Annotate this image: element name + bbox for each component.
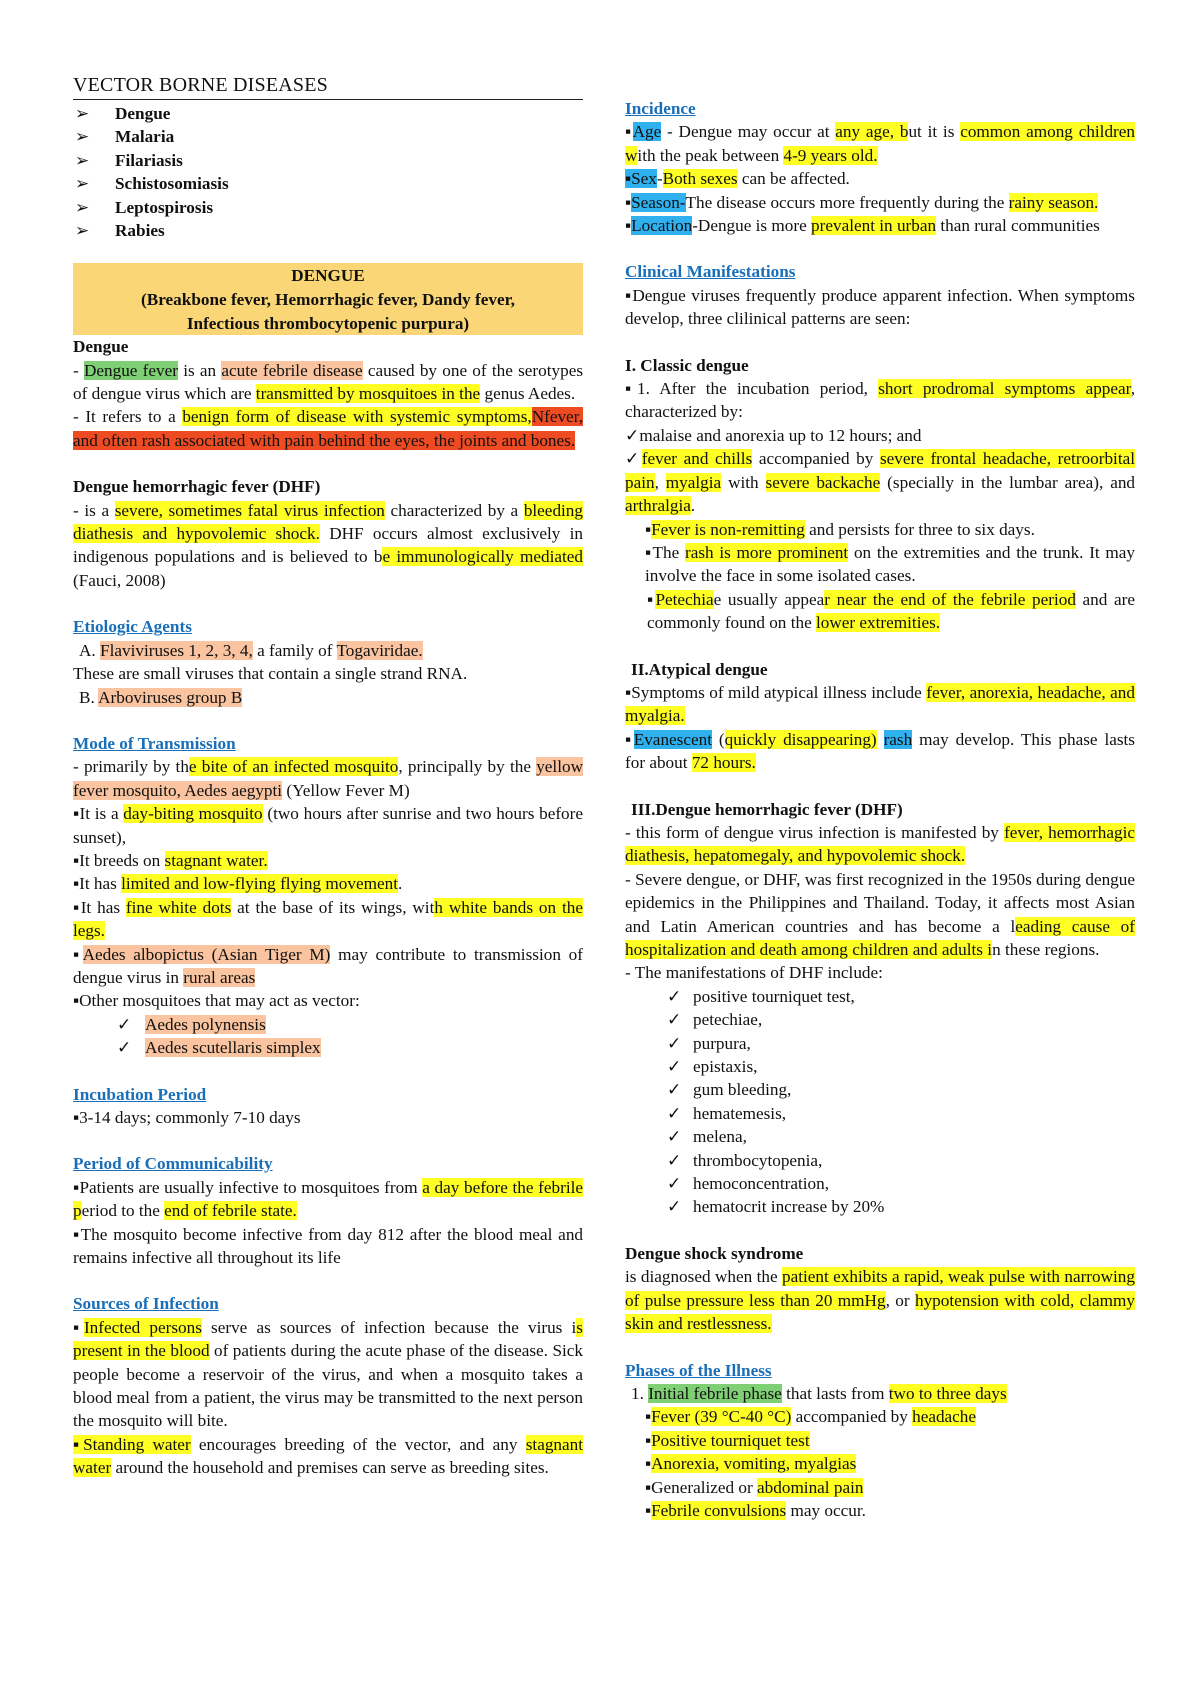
checkmark-icon: ✓ bbox=[625, 449, 642, 469]
checkmark-icon: ✓ bbox=[667, 1150, 682, 1170]
checkmark-icon: ✓ bbox=[667, 1197, 682, 1217]
classic-p1: ▪1. After the incubation period, short prodromal symptoms appear, characterized by: bbox=[625, 379, 1135, 422]
dengue-heading: Dengue bbox=[73, 337, 129, 357]
clinical-p1: ▪Dengue viruses frequently produce apparent infection. When symptoms develop, three clilinical patterns are seen: bbox=[625, 285, 1135, 329]
transmission-p1: - primarily by the bite of an infected mosquito, principally by the yellow fever mosquito, Aedes aegypti (Yellow Fever M) bbox=[73, 757, 583, 800]
list-item: ▪Febrile convulsions may occur. bbox=[645, 1500, 866, 1520]
list-item: ✓ petechiae, bbox=[625, 1008, 1135, 1031]
arrow-bullet-icon: ➢ bbox=[75, 127, 90, 147]
list-item: ✓ positive tourniquet test, bbox=[625, 985, 1135, 1008]
dengue-description: - It refers to a benign form of disease with systemic symptoms,Nfever, and often rash associated with pain behind the eyes, the joints and bones. bbox=[73, 407, 584, 450]
list-item: ▪Anorexia, vomiting, myalgias bbox=[645, 1454, 857, 1474]
classic-c1: ✓malaise and anorexia up to 12 hours; and bbox=[625, 425, 922, 445]
sources-p2: ▪Standing water encourages breeding of the vector, and any stagnant water around the household and premises can serve as breeding sites. bbox=[73, 1434, 584, 1478]
list-item: ✓ hemoconcentration, bbox=[625, 1172, 1135, 1195]
atypical-p1: ▪Symptoms of mild atypical illness include fever, anorexia, headache, and myalgia. bbox=[625, 682, 1135, 726]
list-item: ➢ Dengue bbox=[75, 102, 583, 125]
dhf-definition: - is a severe, sometimes fatal virus infection characterized by a bleeding diathesis and hypovolemic shock. DHF occurs almost exclusively in indigenous populations and is believed to be immunologically mediated (Fauci, 2008) bbox=[73, 500, 583, 590]
list-item: ▪Positive tourniquet test bbox=[645, 1430, 810, 1450]
transmission-p5: ▪It has fine white dots at the base of its wings, with white bands on the legs. bbox=[73, 897, 584, 941]
dhf-pattern-p3: - The manifestations of DHF include: bbox=[625, 963, 883, 983]
incidence-location: ▪Location-Dengue is more prevalent in urban than rural communities bbox=[625, 216, 1100, 236]
checkmark-icon: ✓ bbox=[667, 1127, 682, 1147]
list-item: ✓ Aedes scutellaris simplex bbox=[73, 1036, 583, 1059]
incidence-age: ▪Age - Dengue may occur at any age, but it is common among children with the peak between 4-9 years old. bbox=[625, 122, 1136, 165]
list-item: ✓ thrombocytopenia, bbox=[625, 1149, 1135, 1172]
list-item: ▪Generalized or abdominal pain bbox=[645, 1477, 864, 1497]
list-item: ✓ melena, bbox=[625, 1125, 1135, 1148]
etiologic-b: B. Arboviruses group B bbox=[79, 687, 243, 707]
arrow-bullet-icon: ➢ bbox=[75, 174, 90, 194]
dhf-pattern-heading: III.Dengue hemorrhagic fever (DHF) bbox=[631, 799, 903, 819]
checkmark-icon: ✓ bbox=[667, 1010, 682, 1030]
etiologic-a: A. Flaviviruses 1, 2, 3, 4, a family of Togaviridae. bbox=[79, 640, 423, 660]
transmission-p6: ▪Aedes albopictus (Asian Tiger M) may contribute to transmission of dengue virus in rural areas bbox=[73, 944, 584, 987]
transmission-p4: ▪It has limited and low-flying flying movement. bbox=[73, 874, 403, 894]
dhf-pattern-p2: - Severe dengue, or DHF, was first recognized in the 1950s during dengue epidemics in the Philippines and Thailand. Today, it affects most Asian and Latin American countries and has become a leading cause of hospitalization and death among children and adults in these regions. bbox=[625, 869, 1135, 959]
incubation-p1: ▪3-14 days; commonly 7-10 days bbox=[73, 1108, 301, 1127]
list-item: ➢ Rabies bbox=[75, 219, 583, 242]
list-item: ▪Fever (39 °C-40 °C) accompanied by headache bbox=[645, 1407, 977, 1427]
section-clinical-manifestations: Clinical Manifestations bbox=[625, 262, 796, 282]
disease-list bbox=[73, 102, 583, 242]
classic-dengue-heading: I. Classic dengue bbox=[625, 355, 749, 375]
atypical-p2: ▪Evanescent (quickly disappearing) rash may develop. This phase lasts for about 72 hours. bbox=[625, 729, 1136, 773]
list-item: ➢ Malaria bbox=[75, 125, 583, 148]
communicability-p2: ▪The mosquito become infective from day 812 after the blood meal and remains infective all throughout its life bbox=[73, 1224, 584, 1268]
etiologic-note: These are small viruses that contain a single strand RNA. bbox=[73, 664, 468, 684]
dengue-shock-syndrome-heading: Dengue shock syndrome bbox=[625, 1243, 804, 1263]
phases-p1: 1. Initial febrile phase that lasts from two to three days bbox=[631, 1383, 1007, 1403]
dhf-manifestation-list bbox=[625, 985, 1135, 1219]
list-item: ➢ Leptospirosis bbox=[75, 196, 583, 219]
transmission-p7: ▪Other mosquitoes that may act as vector: bbox=[73, 991, 360, 1011]
section-incubation-period: Incubation Period bbox=[73, 1084, 207, 1104]
sources-p1: ▪Infected persons serve as sources of infection because the virus is present in the blood of patients during the acute phase of the disease. Sick people become a reservoir of the virus, and when a mosquito takes a blood meal from a patient, the virus may be transmitted to the next person the mosquito will bite. bbox=[73, 1317, 583, 1431]
classic-c2: ✓fever and chills accompanied by severe frontal headache, retroorbital pain, myalgia with severe backache (specially in the lumbar area), and arthralgia. bbox=[625, 449, 1136, 516]
shock-p1: is diagnosed when the patient exhibits a rapid, weak pulse with narrowing of pulse pressure less than 20 mmHg, or hypotension with cold, clammy skin and restlessness. bbox=[625, 1267, 1136, 1334]
checkmark-icon: ✓ bbox=[667, 1033, 682, 1053]
dengue-definition: - Dengue fever is an acute febrile disease caused by one of the serotypes of dengue virus which are transmitted by mosquitoes in the genus Aedes. bbox=[73, 360, 584, 404]
incidence-sex: ▪Sex-Both sexes can be affected. bbox=[625, 169, 850, 189]
checkmark-icon: ✓ bbox=[625, 425, 640, 445]
checkmark-icon: ✓ bbox=[667, 1174, 682, 1194]
classic-d2: ▪The rash is more prominent on the extremities and the trunk. It may involve the face in some isolated cases. bbox=[645, 542, 1136, 586]
arrow-bullet-icon: ➢ bbox=[75, 197, 90, 217]
list-item: ✓ epistaxis, bbox=[625, 1055, 1135, 1078]
checkmark-icon: ✓ bbox=[117, 1038, 132, 1058]
arrow-bullet-icon: ➢ bbox=[75, 150, 90, 170]
section-mode-of-transmission: Mode of Transmission bbox=[73, 733, 236, 753]
list-item: ✓ purpura, bbox=[625, 1032, 1135, 1055]
list-item: ✓ gum bleeding, bbox=[625, 1078, 1135, 1101]
dhf-pattern-p1: - this form of dengue virus infection is manifested by fever, hemorrhagic diathesis, hepatomegaly, and hypovolemic shock. bbox=[625, 822, 1136, 866]
classic-d1: ▪Fever is non-remitting and persists for three to six days. bbox=[645, 519, 1035, 539]
checkmark-icon: ✓ bbox=[667, 986, 682, 1006]
list-item: ✓ Aedes polynensis bbox=[73, 1013, 583, 1036]
transmission-p2: ▪It is a day-biting mosquito (two hours after sunrise and two hours before sunset), bbox=[73, 804, 583, 847]
incidence-season: ▪Season-The disease occurs more frequently during the rainy season. bbox=[625, 192, 1099, 212]
checkmark-icon: ✓ bbox=[667, 1080, 682, 1100]
section-etiologic-agents: Etiologic Agents bbox=[73, 617, 192, 637]
section-sources-of-infection: Sources of Infection bbox=[73, 1294, 219, 1314]
checkmark-icon: ✓ bbox=[117, 1014, 132, 1034]
list-item: ➢ Filariasis bbox=[75, 149, 583, 172]
section-phases-of-the-illness: Phases of the Illness bbox=[625, 1360, 772, 1380]
atypical-dengue-heading: II.Atypical dengue bbox=[631, 659, 768, 679]
checkmark-icon: ✓ bbox=[667, 1057, 682, 1077]
list-item: ➢ Schistosomiasis bbox=[75, 172, 583, 195]
dengue-header-box: DENGUE (Breakbone fever, Hemorrhagic fever, Dandy fever, Infectious thrombocytopenic purpura) bbox=[73, 263, 583, 335]
section-incidence: Incidence bbox=[625, 99, 696, 118]
left-column bbox=[73, 72, 583, 1480]
arrow-bullet-icon: ➢ bbox=[75, 221, 90, 241]
classic-d3: ▪Petechiae usually appear near the end of the febrile period and are commonly found on the lower extremities. bbox=[647, 589, 1135, 633]
list-item: ✓ hematocrit increase by 20% bbox=[625, 1195, 1135, 1218]
right-column bbox=[625, 97, 1135, 1522]
communicability-p1: ▪Patients are usually infective to mosquitoes from a day before the febrile period to the end of febrile state. bbox=[73, 1177, 584, 1221]
section-period-of-communicability: Period of Communicability bbox=[73, 1154, 273, 1174]
arrow-bullet-icon: ➢ bbox=[75, 104, 90, 123]
checkmark-icon: ✓ bbox=[667, 1103, 682, 1123]
list-item: ✓ hematemesis, bbox=[625, 1102, 1135, 1125]
dhf-heading: Dengue hemorrhagic fever (DHF) bbox=[73, 477, 321, 497]
page-title: VECTOR BORNE DISEASES bbox=[73, 72, 583, 100]
transmission-p3: ▪It breeds on stagnant water. bbox=[73, 850, 268, 870]
